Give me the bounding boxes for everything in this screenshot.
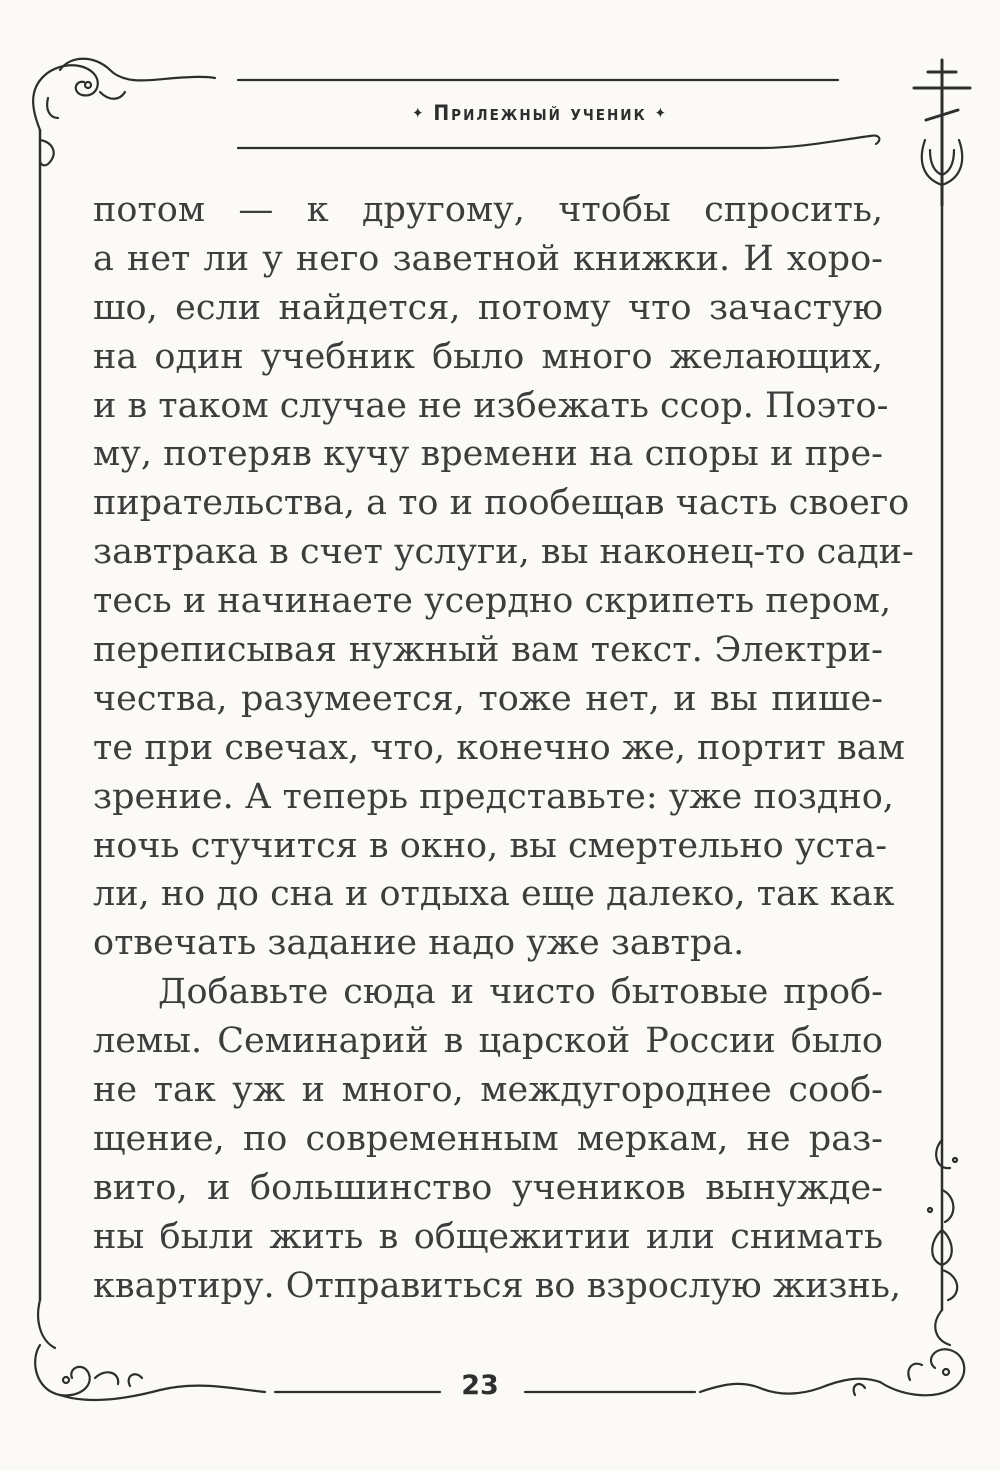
page-number: 23 (461, 1370, 499, 1401)
text-line: му, потеряв кучу времени на споры и пре- (93, 434, 883, 475)
text-line: а нет ли у него заветной книжки. И хоро- (93, 238, 883, 279)
text-line: квартиру. Отправиться во взрослую жизнь, (93, 1265, 902, 1306)
cross-icon (914, 60, 970, 205)
text-line: тесь и начинаете усердно скрипеть пером, (93, 581, 892, 622)
text-line: отвечать задание надо уже завтра. (93, 923, 745, 964)
text-line: ночь стучится в окно, вы смертельно уста- (93, 825, 888, 866)
text-line: пирательства, а то и пообещав часть своего (93, 483, 910, 524)
text-line: ны были жить в общежитии или снимать (93, 1216, 883, 1257)
running-header (240, 101, 840, 125)
text-line: ли, но до сна и отдыха еще далеко, так как (93, 874, 895, 915)
text-line: не так уж и много, междугороднее сооб- (93, 1070, 883, 1111)
bottom-right-flourish-icon (700, 1310, 964, 1395)
text-line: Добавьте сюда и чисто бытовые проб- (158, 972, 883, 1013)
text-line: на один учебник было много желающих, (93, 336, 883, 377)
text-line: вито, и большинство учеников вынужде- (93, 1167, 883, 1208)
text-line: щение, по современным меркам, не раз- (93, 1118, 883, 1159)
text-line: шо, если найдется, потому что зачастую (93, 287, 883, 328)
text-line: завтрака в счет услуги, вы наконец-то сади- (93, 532, 914, 573)
text-line: лемы. Семинарий в царской России было (93, 1021, 883, 1062)
text-line: переписывая нужный вам текст. Электри- (93, 630, 883, 671)
top-left-flourish-icon (33, 59, 215, 166)
header-title-text: Прилежный ученик (433, 101, 647, 125)
text-line: те при свечах, что, конечно же, портит вам (93, 727, 905, 768)
header-right-ornament-icon: ✦ (654, 104, 668, 122)
bottom-left-flourish-icon (35, 1300, 265, 1400)
text-line: потом — к другому, чтобы спросить, (93, 190, 883, 230)
text-line: чества, разумеется, тоже нет, и вы пише- (93, 678, 883, 719)
text-line: и в таком случае не избежать ссор. Поэто- (93, 385, 889, 426)
page-body (93, 186, 914, 1310)
header-left-ornament-icon: ✦ (412, 104, 426, 122)
text-line: зрение. А теперь представьте: уже поздно, (93, 776, 894, 817)
